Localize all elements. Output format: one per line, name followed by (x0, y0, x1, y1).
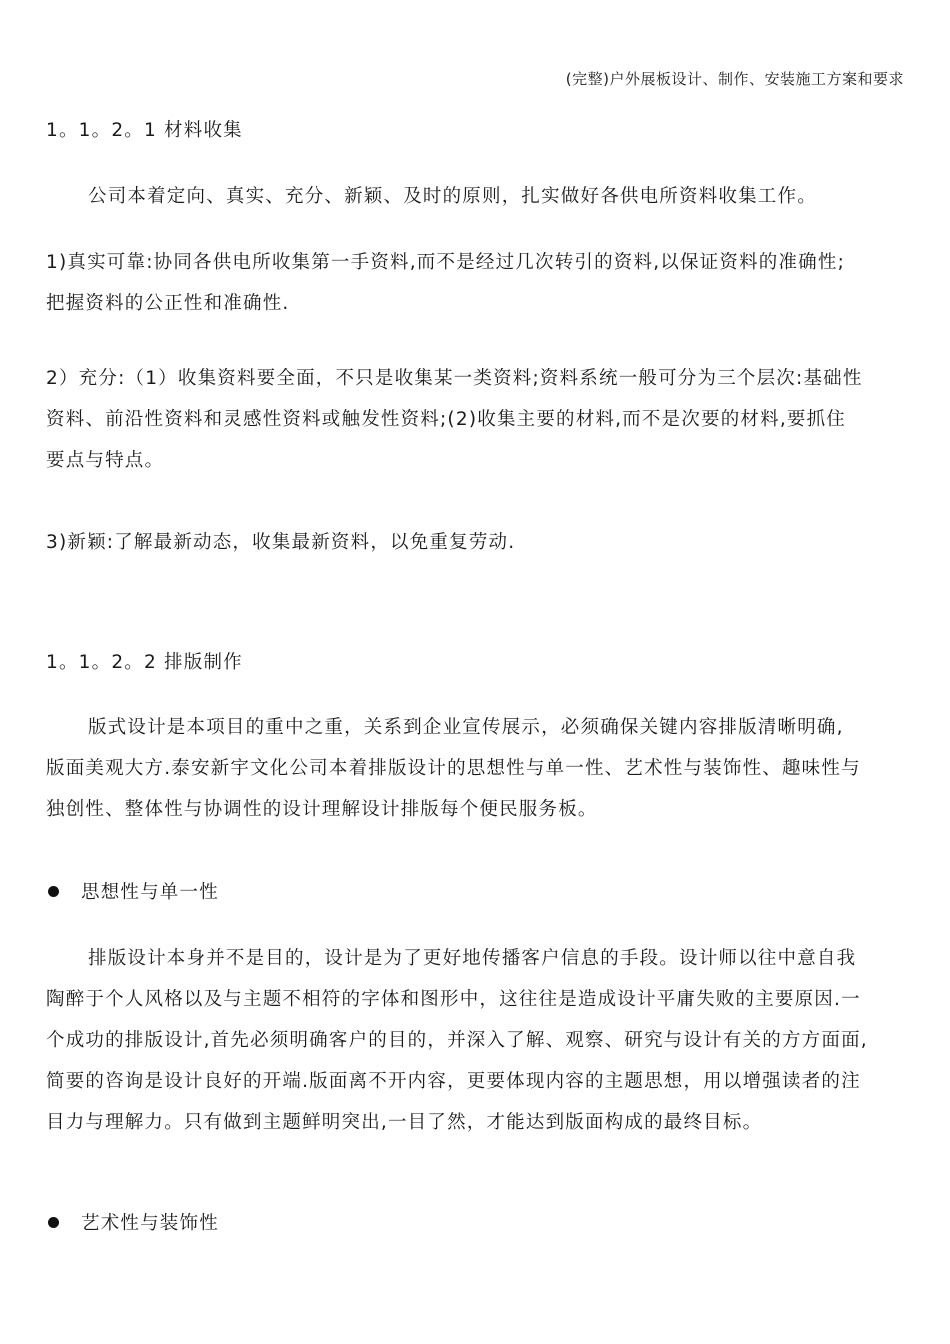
paragraph-line: 1)真实可靠:协同各供电所收集第一手资料,而不是经过几次转引的资料,以保证资料的准确性; (46, 252, 846, 273)
bullet-text: 艺术性与装饰性 (81, 1213, 219, 1234)
paragraph-line: 把握资料的公正性和准确性. (46, 293, 290, 314)
paragraph-ideology-body (46, 938, 906, 1143)
paragraph-line: 目力与理解力。只有做到主题鲜明突出,一目了然，才能达到版面构成的最终目标。 (46, 1112, 763, 1133)
paragraph-line: 陶醉于个人风格以及与主题不相符的字体和图形中，这往往是造成设计平庸失败的主要原因.一 (46, 989, 861, 1010)
running-header: (完整)户外展板设计、制作、安装施工方案和要求 (565, 70, 904, 88)
section-heading-layout-production (46, 642, 906, 683)
paragraph-line: 要点与特点。 (46, 450, 165, 471)
paragraph-line: 排版设计本身并不是目的，设计是为了更好地传播客户信息的手段。设计师以往中意自我 (88, 948, 857, 969)
bullet-text: 思想性与单一性 (81, 882, 219, 903)
list-item-reliable (46, 242, 906, 324)
section-heading-material-collection (46, 110, 906, 151)
paragraph-layout-intro (46, 707, 906, 830)
paragraph-line: 资料、前沿性资料和灵感性资料或触发性资料;(2)收集主要的材料,而不是次要的材料,要抓住 (46, 409, 847, 430)
paragraph-intro-collection (46, 176, 906, 217)
paragraph-line: 版式设计是本项目的重中之重，关系到企业宣传展示，必须确保关键内容排版清晰明确, (88, 717, 844, 738)
bullet-dot-icon (48, 1217, 59, 1228)
bullet-item-artistry (46, 1203, 906, 1244)
heading-text: 1。1。2。1 材料收集 (46, 120, 243, 141)
list-item-novel (46, 522, 906, 563)
paragraph-line: 简要的咨询是设计良好的开端.版面离不开内容，更要体现内容的主题思想，用以增强读者的注 (46, 1071, 861, 1092)
list-item-sufficient (46, 358, 906, 481)
paragraph-line: 个成功的排版设计,首先必须明确客户的目的，并深入了解、观察、研究与设计有关的方方面面, (46, 1030, 868, 1051)
paragraph-line: 2）充分:（1）收集资料要全面，不只是收集某一类资料;资料系统一般可分为三个层次:基础性 (46, 368, 863, 389)
heading-text: 1。1。2。2 排版制作 (46, 652, 243, 673)
bullet-dot-icon (48, 886, 59, 897)
paragraph-line: 版面美观大方.泰安新宇文化公司本着排版设计的思想性与单一性、艺术性与装饰性、趣味性与 (46, 758, 861, 779)
bullet-item-ideology (46, 872, 906, 913)
paragraph-line: 公司本着定向、真实、充分、新颖、及时的原则，扎实做好各供电所资料收集工作。 (88, 186, 817, 207)
paragraph-line: 独创性、整体性与协调性的设计理解设计排版每个便民服务板。 (46, 799, 598, 820)
paragraph-line: 3)新颖:了解最新动态，收集最新资料，以免重复劳动. (46, 532, 516, 553)
